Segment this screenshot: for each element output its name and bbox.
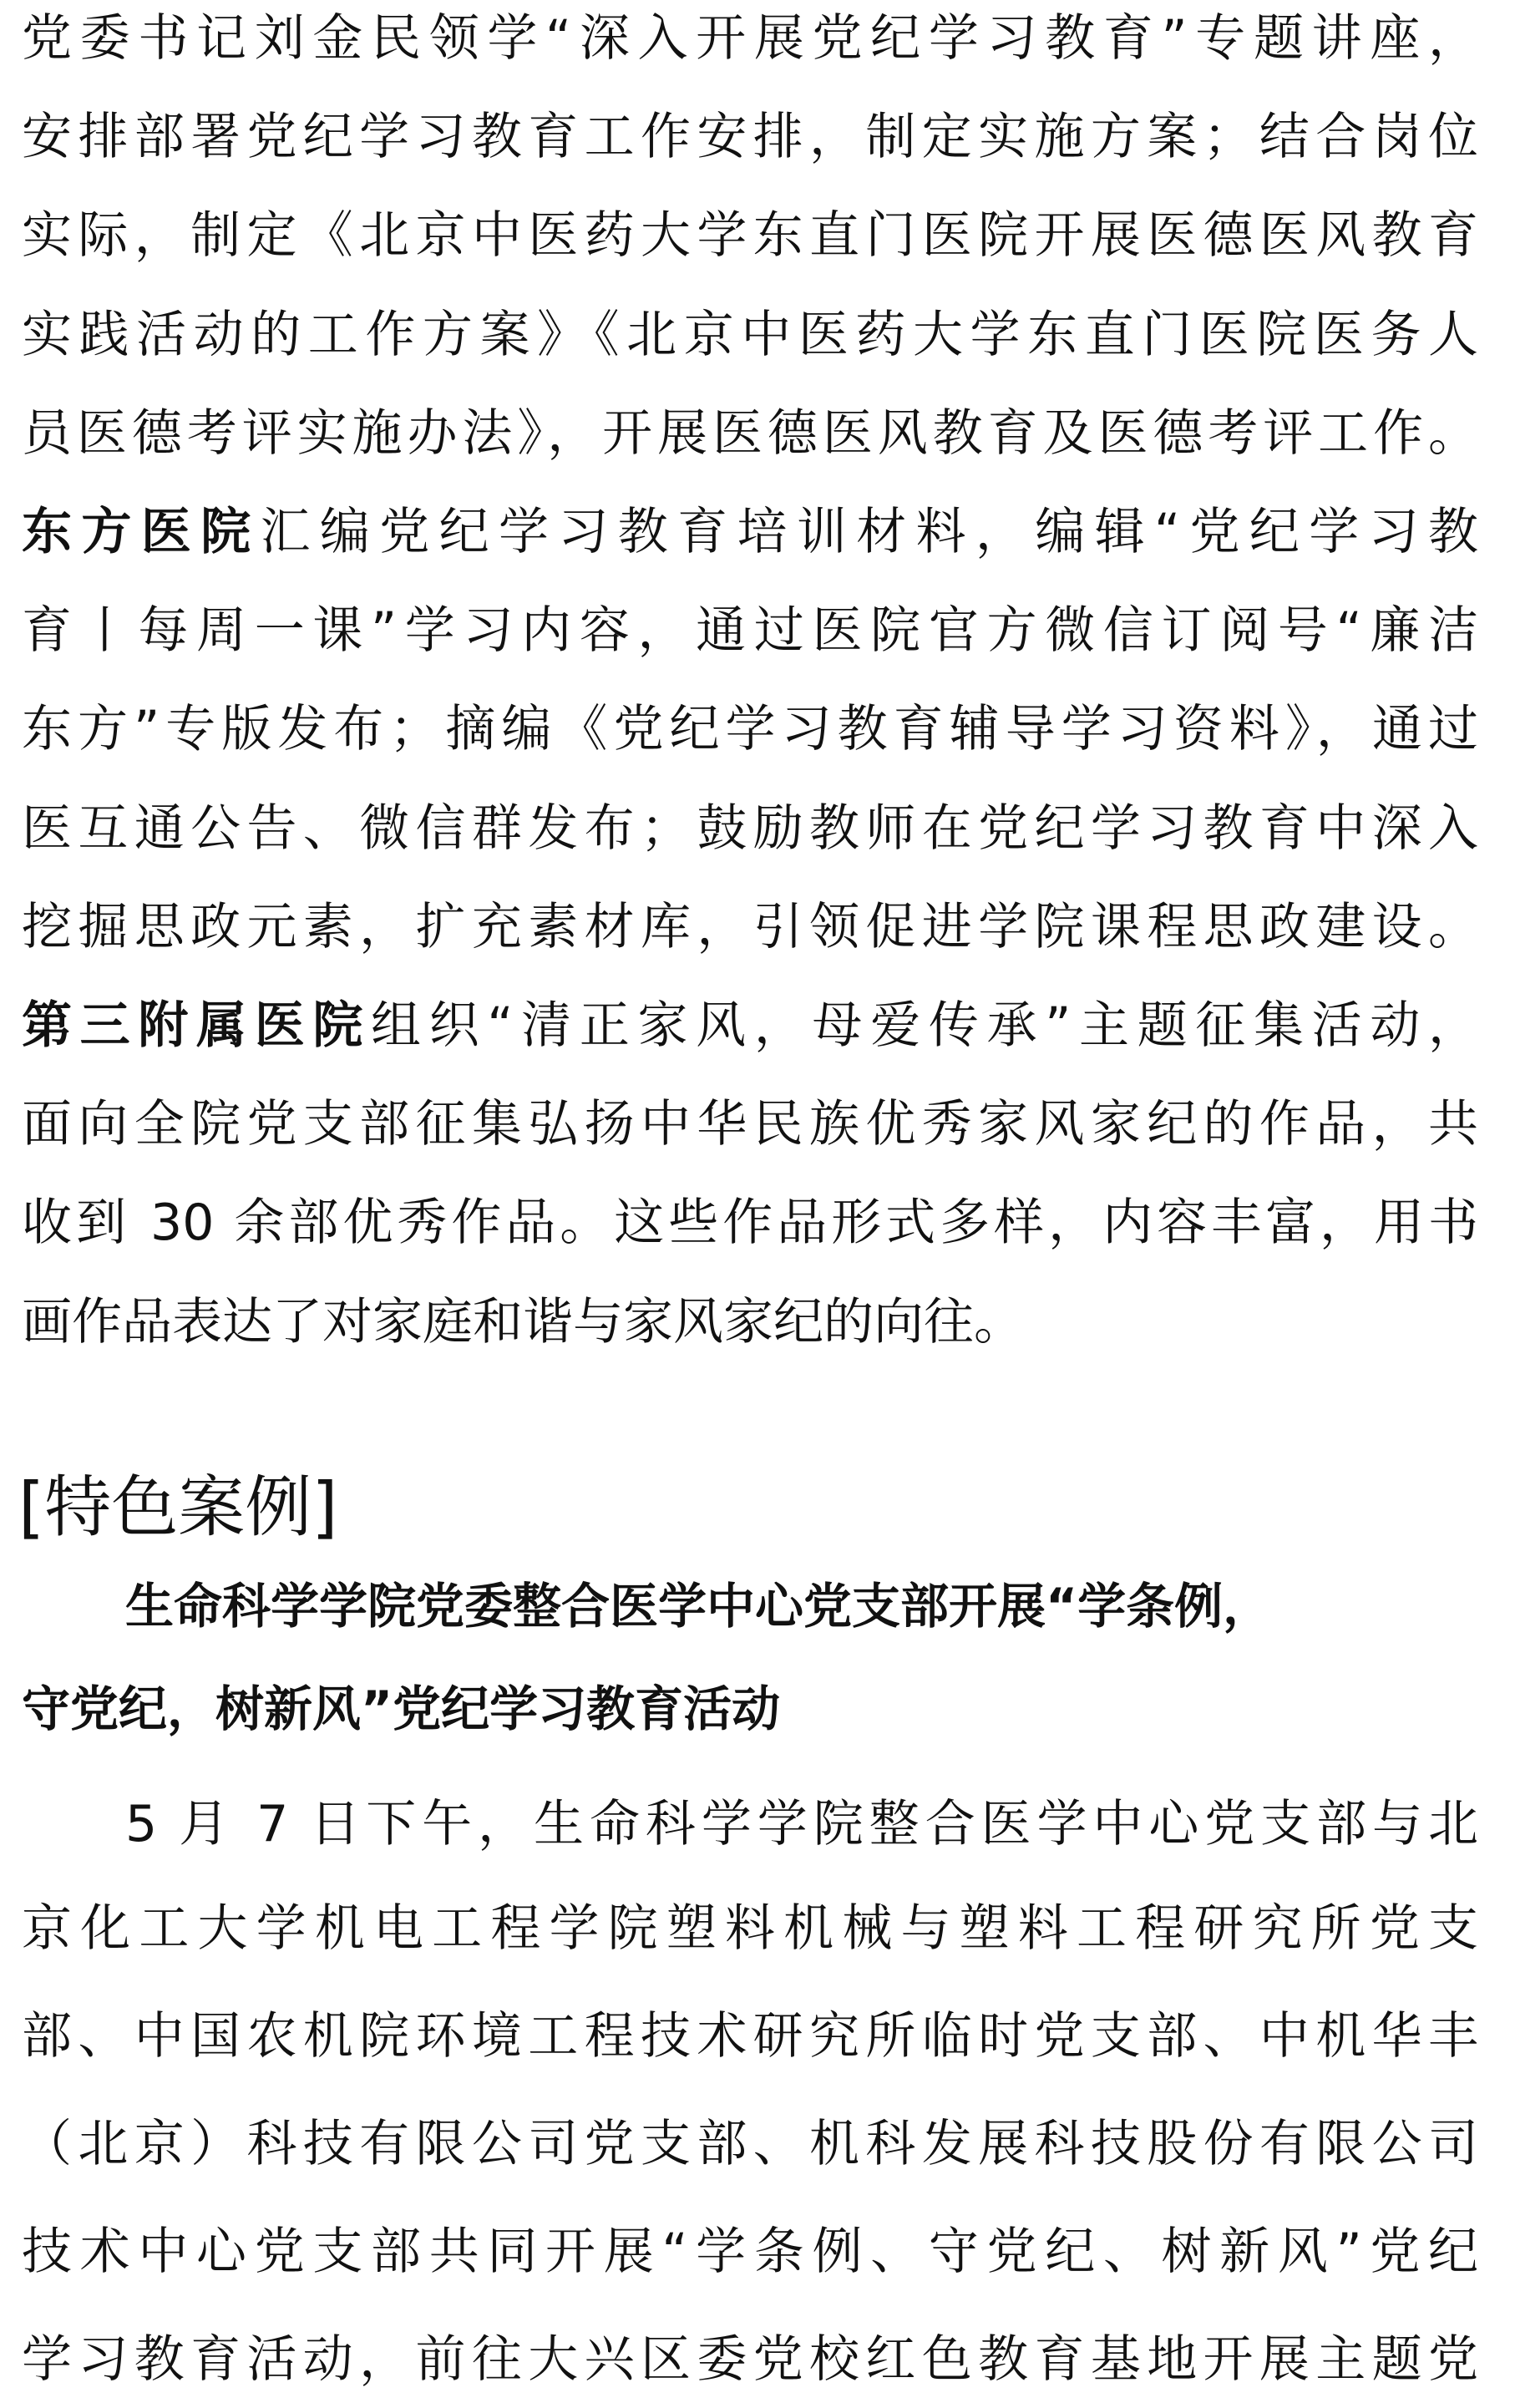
line-text: 挖掘思政元素，扩充素材库，引领促进学院课程思政建设。 bbox=[22, 897, 1478, 956]
paragraph-line bbox=[22, 787, 1478, 870]
paragraph-line bbox=[22, 1082, 1478, 1166]
section-heading: [特色案例] bbox=[18, 1468, 338, 1546]
paragraph-line bbox=[22, 687, 1478, 771]
line-text: 汇编党纪学习教育培训材料，编辑“党纪学习教 bbox=[260, 503, 1478, 561]
paragraph-line bbox=[22, 984, 1478, 1067]
line-text: 画作品表达了对家庭和谐与家风家纪的向往。 bbox=[22, 1292, 1024, 1351]
line-text: 收到 30 余部优秀作品。这些作品形式多样，内容丰富，用书 bbox=[22, 1194, 1478, 1253]
case-title-line: 生命科学学院党委整合医学中心党支部开展“学条例， bbox=[125, 1578, 1272, 1635]
case-body-line: 学习教育活动，前往大兴区委党校红色教育基地开展主题党 bbox=[22, 2330, 1478, 2389]
line-text: 组织“清正家风，母爱传承”主题征集活动， bbox=[371, 996, 1479, 1055]
paragraph-line bbox=[22, 392, 1478, 475]
line-text: 育丨每周一课”学习内容，通过医院官方微信订阅号“廉洁 bbox=[22, 601, 1478, 661]
paragraph-line bbox=[22, 95, 1478, 179]
line-text: 员医德考评实施办法》，开展医德医风教育及医德考评工作。 bbox=[22, 403, 1478, 463]
case-body-line: 京化工大学机电工程学院塑料机械与塑料工程研究所党支 bbox=[22, 1899, 1478, 1958]
line-text: 党委书记刘金民领学“深入开展党纪学习教育”专题讲座， bbox=[22, 9, 1478, 68]
paragraph-line bbox=[22, 490, 1478, 574]
paragraph-line bbox=[22, 1181, 1478, 1265]
paragraph-line bbox=[22, 589, 1478, 672]
line-text: 实践活动的工作方案》《北京中医药大学东直门医院医务人 bbox=[22, 305, 1478, 364]
line-text: 实际，制定《北京中医药大学东直门医院开展医德医风教育 bbox=[22, 206, 1478, 266]
case-body-line: 部、中国农机院环境工程技术研究所临时党支部、中机华丰 bbox=[22, 2007, 1478, 2066]
paragraph-line bbox=[22, 885, 1478, 969]
paragraph-line bbox=[22, 194, 1478, 277]
bold-lead-text: 东方医院 bbox=[22, 503, 261, 561]
paragraph-line bbox=[22, 0, 1478, 80]
line-text: 医互通公告、微信群发布；鼓励教师在党纪学习教育中深入 bbox=[22, 798, 1478, 858]
paragraph-line bbox=[22, 293, 1478, 377]
line-text: 东方”专版发布；摘编《党纪学习教育辅导学习资料》，通过 bbox=[22, 700, 1478, 759]
case-title-line: 守党纪，树新风”党纪学习教育活动 bbox=[22, 1681, 781, 1737]
paragraph-line bbox=[22, 1280, 1478, 1364]
case-body-line: 5 月 7 日下午，生命科学学院整合医学中心党支部与北 bbox=[125, 1795, 1478, 1853]
line-text: 安排部署党纪学习教育工作安排，制定实施方案；结合岗位 bbox=[22, 108, 1478, 167]
case-body-line: （北京）科技有限公司党支部、机科发展科技股份有限公司 bbox=[22, 2115, 1478, 2173]
case-body-line: 技术中心党支部共同开展“学条例、守党纪、树新风”党纪 bbox=[22, 2223, 1478, 2281]
bold-lead-text: 第三附属医院 bbox=[22, 996, 372, 1055]
line-text: 面向全院党支部征集弘扬中华民族优秀家风家纪的作品，共 bbox=[22, 1095, 1478, 1154]
